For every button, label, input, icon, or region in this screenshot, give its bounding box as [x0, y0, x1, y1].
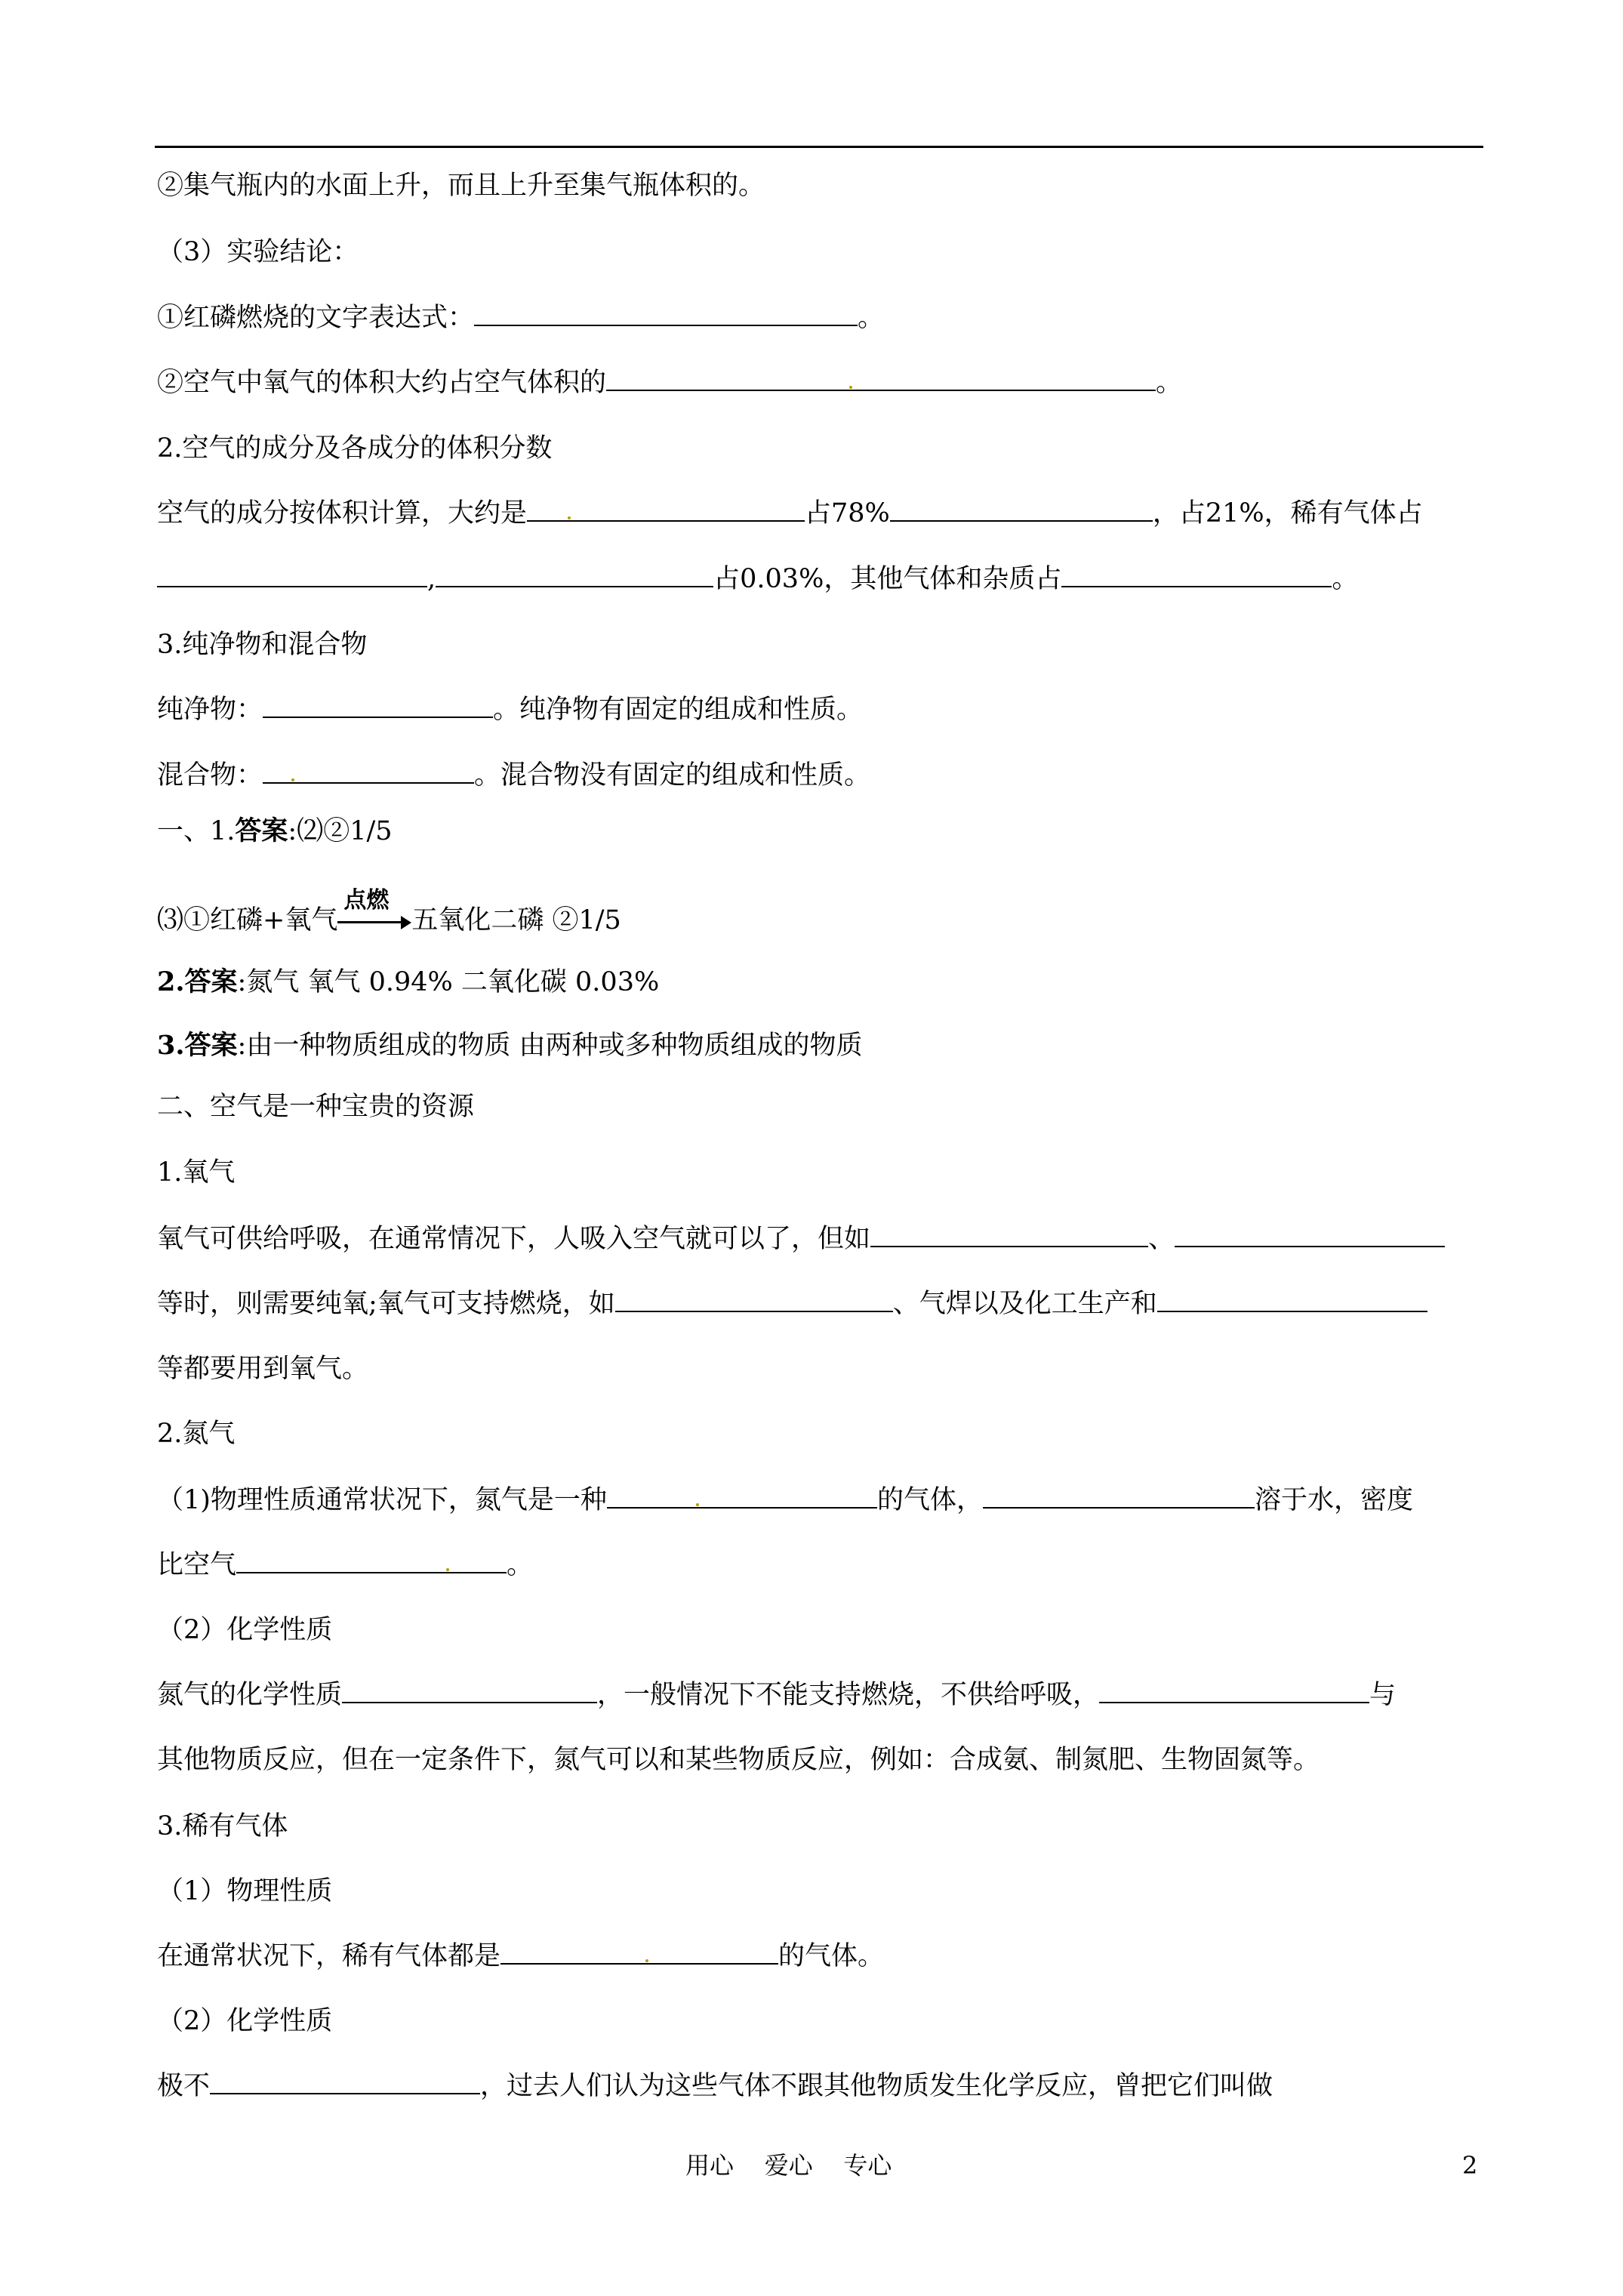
- text-line: 极不 ，过去人们认为这些气体不跟其他物质发生化学反应，曾把它们叫做: [157, 2071, 1273, 2101]
- text-line: （1)物理性质通常状况下，氮气是一种 的气体， 溶于水，密度: [157, 1485, 1413, 1515]
- section-heading: 3.稀有气体: [157, 1811, 288, 1841]
- text-line: 氮气的化学性质 ，一般情况下不能支持燃烧，不供给呼吸， 与: [157, 1680, 1397, 1710]
- text-line: 等都要用到氧气。: [157, 1354, 369, 1384]
- fill-blank[interactable]: [1157, 1290, 1427, 1312]
- text-line: 氧气可供给呼吸，在通常情况下，人吸入空气就可以了，但如 、: [157, 1222, 1445, 1256]
- fill-blank[interactable]: [606, 368, 1156, 391]
- fill-blank[interactable]: [474, 304, 858, 326]
- section-heading: （3）实验结论：: [157, 237, 359, 267]
- section-heading: （2）化学性质: [157, 1615, 333, 1645]
- fill-blank[interactable]: [436, 565, 713, 587]
- fill-blank[interactable]: [527, 499, 805, 522]
- header-rule: [155, 146, 1483, 148]
- fill-blank[interactable]: [607, 1486, 877, 1509]
- section-heading: 2.空气的成分及各成分的体积分数: [157, 433, 553, 464]
- text-line: ②空气中氧气的体积大约占空气体积的 。: [157, 368, 1183, 398]
- section-heading: 二、空气是一种宝贵的资源: [157, 1092, 475, 1122]
- text-line: 等时，则需要纯氧;氧气可支持燃烧，如 、气焊以及化工生产和: [157, 1287, 1427, 1321]
- fill-blank[interactable]: [1061, 565, 1332, 587]
- answer-line: 3.答案:由一种物质组成的物质 由两种或多种物质组成的物质: [157, 1030, 863, 1061]
- fill-blank[interactable]: [983, 1486, 1255, 1509]
- answer-line: 一、1.答案:⑵②1/5: [157, 815, 393, 846]
- fill-blank[interactable]: [615, 1290, 893, 1312]
- text-line: 比空气 。: [157, 1550, 534, 1580]
- page-number: 2: [1462, 2151, 1478, 2180]
- fill-blank[interactable]: [890, 499, 1153, 522]
- section-heading: 1.氧气: [157, 1157, 236, 1188]
- answer-line: 2.答案:氮气 氧气 0.94% 二氧化碳 0.03%: [157, 966, 660, 997]
- text-line: 在通常状况下，稀有气体都是 的气体。: [157, 1941, 885, 1971]
- text-line: 纯净物： 。纯净物有固定的组成和性质。: [157, 695, 864, 725]
- fill-blank[interactable]: [263, 695, 493, 718]
- fill-blank[interactable]: [157, 565, 427, 587]
- fill-blank[interactable]: [500, 1942, 778, 1965]
- text-line: 空气的成分按体积计算，大约是 占78% ，占21%，稀有气体占: [157, 498, 1423, 529]
- text-line: ①红磷燃烧的文字表达式： 。: [157, 303, 885, 333]
- fill-blank[interactable]: [870, 1225, 1148, 1247]
- fill-blank[interactable]: [210, 2072, 480, 2094]
- fill-blank[interactable]: [1099, 1681, 1369, 1703]
- text-line: 其他物质反应，但在一定条件下，氮气可以和某些物质反应，例如：合成氨、制氮肥、生物固氮等。: [157, 1745, 1320, 1775]
- fill-blank[interactable]: [342, 1681, 597, 1703]
- fill-blank[interactable]: [236, 1551, 507, 1573]
- page-footer: 用心 爱心 专心: [685, 2151, 892, 2180]
- section-heading: （1）物理性质: [157, 1876, 333, 1906]
- text-line: 混合物： 。混合物没有固定的组成和性质。: [157, 760, 871, 791]
- answer-line: ⑶①红磷+氧气 点燃 五氧化二磷 ②1/5: [157, 886, 621, 935]
- reaction-arrow: 点燃: [337, 911, 411, 933]
- text-line: ②集气瓶内的水面上升，而且上升至集气瓶体积的。: [157, 171, 765, 201]
- text-line: , 占0.03%，其他气体和杂质占 。: [157, 562, 1358, 596]
- section-heading: 3.纯净物和混合物: [157, 630, 368, 660]
- section-heading: 2.氮气: [157, 1419, 236, 1449]
- fill-blank[interactable]: [263, 761, 474, 784]
- fill-blank[interactable]: [1175, 1225, 1445, 1247]
- section-heading: （2）化学性质: [157, 2006, 333, 2036]
